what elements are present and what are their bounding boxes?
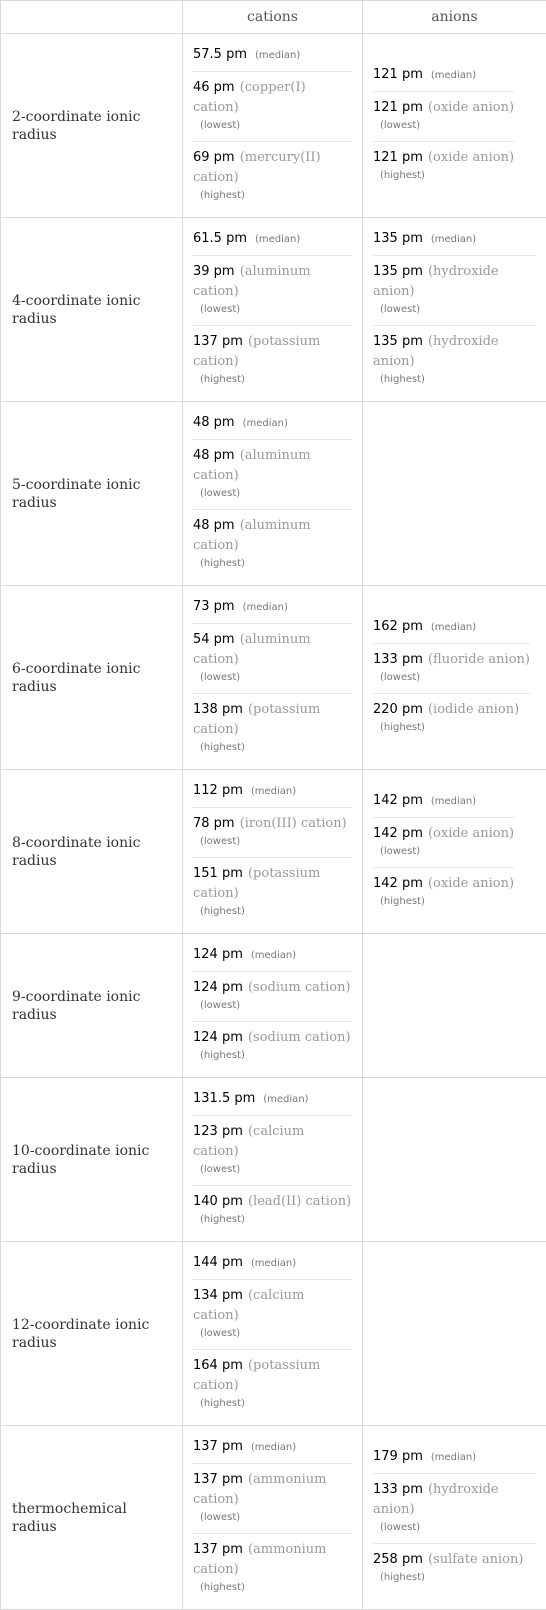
anions-highest-value: 135 pm	[373, 334, 423, 349]
cations-cell	[183, 1242, 363, 1426]
anions-cell	[363, 1078, 546, 1242]
cations-median-entry	[193, 939, 351, 971]
cations-stats	[193, 775, 352, 927]
cations-lowest-value: 39 pm	[193, 264, 235, 279]
anions-median-tag: (median)	[431, 1452, 476, 1463]
cations-lowest-tag: (lowest)	[200, 1161, 352, 1179]
anions-highest-value: 220 pm	[373, 702, 423, 717]
cations-highest-ion: (potassium cation)	[193, 702, 320, 737]
cations-median-entry	[193, 591, 352, 623]
cations-lowest-ion: (copper(I) cation)	[193, 80, 306, 115]
anions-header: anions	[363, 1, 546, 34]
cations-highest-value: 164 pm	[193, 1358, 243, 1373]
cations-highest-entry	[193, 141, 352, 211]
anions-median-tag: (median)	[431, 70, 476, 81]
cations-lowest-value: 78 pm	[193, 816, 235, 831]
cations-median-value: 144 pm	[193, 1255, 243, 1270]
anions-highest-entry	[373, 325, 536, 395]
anions-lowest-ion: (fluoride anion)	[428, 652, 530, 667]
cations-highest-entry	[193, 325, 352, 395]
table-row	[1, 934, 546, 1078]
anions-median-tag: (median)	[431, 234, 476, 245]
cations-header: cations	[183, 1, 363, 34]
cations-highest-value: 138 pm	[193, 702, 243, 717]
anions-lowest-ion: (hydroxide anion)	[373, 264, 499, 299]
anions-stats	[373, 785, 514, 917]
cations-stats	[193, 1431, 352, 1603]
cations-lowest-entry	[193, 1279, 352, 1349]
cations-median-tag: (median)	[263, 1094, 308, 1105]
anions-lowest-entry	[373, 817, 514, 867]
cations-highest-entry	[193, 1533, 352, 1603]
table-row	[1, 1242, 546, 1426]
table-row	[1, 402, 546, 586]
cations-highest-tag: (highest)	[200, 555, 352, 573]
anions-median-tag: (median)	[431, 796, 476, 807]
anions-cell	[363, 770, 546, 934]
cations-highest-value: 48 pm	[193, 518, 235, 533]
anions-highest-tag: (highest)	[380, 371, 536, 389]
anions-highest-value: 121 pm	[373, 150, 423, 165]
cations-median-tag: (median)	[255, 50, 300, 61]
row-label: 6-coordinate ionic radius	[1, 586, 183, 770]
anions-lowest-tag: (lowest)	[380, 117, 514, 135]
anions-cell	[363, 934, 546, 1078]
anions-median-value: 162 pm	[373, 619, 423, 634]
cations-stats	[193, 407, 352, 579]
cations-highest-tag: (highest)	[200, 1047, 351, 1065]
cations-highest-entry	[193, 1185, 352, 1235]
anions-highest-entry	[373, 141, 514, 191]
anions-median-value: 135 pm	[373, 231, 423, 246]
table-row	[1, 218, 546, 402]
anions-median-entry	[373, 611, 530, 643]
cations-median-value: 48 pm	[193, 415, 235, 430]
cations-highest-value: 140 pm	[193, 1194, 243, 1209]
anions-median-entry	[373, 59, 514, 91]
anions-lowest-entry	[373, 255, 536, 325]
cations-highest-value: 137 pm	[193, 1542, 243, 1557]
cations-median-value: 73 pm	[193, 599, 235, 614]
anions-median-entry	[373, 785, 514, 817]
cations-highest-entry	[193, 1021, 351, 1071]
cations-lowest-entry	[193, 255, 352, 325]
header-row	[1, 1, 546, 34]
cations-median-value: 131.5 pm	[193, 1091, 255, 1106]
anions-lowest-ion: (oxide anion)	[428, 100, 514, 115]
anions-lowest-ion: (hydroxide anion)	[373, 1482, 499, 1517]
anions-median-value: 179 pm	[373, 1449, 423, 1464]
anions-stats	[373, 1441, 536, 1593]
cations-cell	[183, 402, 363, 586]
cations-cell	[183, 934, 363, 1078]
anions-highest-value: 142 pm	[373, 876, 423, 891]
cations-highest-tag: (highest)	[200, 1579, 352, 1597]
cations-highest-entry	[193, 509, 352, 579]
cations-median-entry	[193, 1431, 352, 1463]
table-row	[1, 1426, 546, 1610]
cations-stats	[193, 39, 352, 211]
anions-cell	[363, 218, 546, 402]
anions-median-value: 121 pm	[373, 67, 423, 82]
cations-median-entry	[193, 1247, 352, 1279]
anions-median-value: 142 pm	[373, 793, 423, 808]
cations-median-tag: (median)	[251, 1258, 296, 1269]
cations-median-value: 124 pm	[193, 947, 243, 962]
anions-lowest-value: 142 pm	[373, 826, 423, 841]
anions-lowest-value: 133 pm	[373, 1482, 423, 1497]
anions-lowest-tag: (lowest)	[380, 669, 530, 687]
cations-median-tag: (median)	[243, 602, 288, 613]
cations-lowest-tag: (lowest)	[200, 117, 352, 135]
cations-median-tag: (median)	[251, 1442, 296, 1453]
anions-stats	[373, 223, 536, 395]
anions-highest-entry	[373, 1543, 536, 1593]
cations-lowest-tag: (lowest)	[200, 1509, 352, 1527]
cations-highest-entry	[193, 693, 352, 763]
cations-lowest-ion: (aluminum cation)	[193, 632, 311, 667]
anions-lowest-value: 121 pm	[373, 100, 423, 115]
cations-cell	[183, 34, 363, 218]
anions-lowest-tag: (lowest)	[380, 1519, 536, 1537]
anions-stats	[373, 59, 514, 191]
cations-median-entry	[193, 407, 352, 439]
cations-highest-value: 69 pm	[193, 150, 235, 165]
anions-highest-tag: (highest)	[380, 719, 530, 737]
anions-cell	[363, 1242, 546, 1426]
cations-highest-ion: (potassium cation)	[193, 866, 320, 901]
cations-cell	[183, 770, 363, 934]
table-row	[1, 34, 546, 218]
cations-lowest-entry	[193, 439, 352, 509]
row-label: 8-coordinate ionic radius	[1, 770, 183, 934]
cations-highest-ion: (mercury(II) cation)	[193, 150, 321, 185]
table-row	[1, 1078, 546, 1242]
cations-median-entry	[193, 39, 352, 71]
cations-lowest-ion: (iron(III) cation)	[240, 816, 347, 831]
cations-median-tag: (median)	[251, 786, 296, 797]
cations-lowest-tag: (lowest)	[200, 1325, 352, 1343]
anions-highest-ion: (iodide anion)	[428, 702, 519, 717]
anions-lowest-tag: (lowest)	[380, 843, 514, 861]
anions-cell	[363, 1426, 546, 1610]
cations-lowest-entry	[193, 807, 352, 857]
cations-highest-tag: (highest)	[200, 371, 352, 389]
anions-median-tag: (median)	[431, 622, 476, 633]
cations-cell	[183, 1078, 363, 1242]
cations-lowest-value: 134 pm	[193, 1288, 243, 1303]
anions-highest-ion: (hydroxide anion)	[373, 334, 499, 369]
cations-highest-tag: (highest)	[200, 1395, 352, 1413]
cations-highest-value: 151 pm	[193, 866, 243, 881]
cations-lowest-entry	[193, 1115, 352, 1185]
anions-lowest-entry	[373, 1473, 536, 1543]
row-label: thermochemical radius	[1, 1426, 183, 1610]
anions-lowest-ion: (oxide anion)	[428, 826, 514, 841]
cations-highest-ion: (ammonium cation)	[193, 1542, 327, 1577]
cations-median-tag: (median)	[255, 234, 300, 245]
table-body	[1, 34, 546, 1610]
anions-highest-ion: (oxide anion)	[428, 876, 514, 891]
anions-cell	[363, 34, 546, 218]
anions-highest-ion: (oxide anion)	[428, 150, 514, 165]
anions-lowest-tag: (lowest)	[380, 301, 536, 319]
cations-lowest-value: 54 pm	[193, 632, 235, 647]
anions-highest-tag: (highest)	[380, 1569, 536, 1587]
cations-lowest-value: 48 pm	[193, 448, 235, 463]
cations-highest-ion: (aluminum cation)	[193, 518, 311, 553]
anions-cell	[363, 586, 546, 770]
cations-lowest-entry	[193, 71, 352, 141]
cations-lowest-tag: (lowest)	[200, 301, 352, 319]
anions-lowest-value: 133 pm	[373, 652, 423, 667]
cations-median-entry	[193, 223, 352, 255]
cations-lowest-ion: (calcium cation)	[193, 1288, 304, 1323]
cations-cell	[183, 586, 363, 770]
cations-lowest-entry	[193, 1463, 352, 1533]
cations-stats	[193, 1083, 352, 1235]
cations-stats	[193, 591, 352, 763]
table-row	[1, 770, 546, 934]
cations-lowest-entry	[193, 971, 351, 1021]
cations-lowest-entry	[193, 623, 352, 693]
cations-highest-value: 124 pm	[193, 1030, 243, 1045]
anions-highest-ion: (sulfate anion)	[428, 1552, 523, 1567]
cations-cell	[183, 1426, 363, 1610]
anions-lowest-entry	[373, 643, 530, 693]
cations-lowest-ion: (calcium cation)	[193, 1124, 304, 1159]
corner-header	[1, 1, 183, 34]
row-label: 5-coordinate ionic radius	[1, 402, 183, 586]
anions-stats	[373, 611, 530, 743]
cations-highest-tag: (highest)	[200, 903, 352, 921]
anions-median-entry	[373, 1441, 536, 1473]
cations-lowest-ion: (sodium cation)	[248, 980, 351, 995]
cations-stats	[193, 223, 352, 395]
cations-stats	[193, 1247, 352, 1419]
cations-median-value: 61.5 pm	[193, 231, 247, 246]
anions-highest-tag: (highest)	[380, 167, 514, 185]
anions-highest-entry	[373, 867, 514, 917]
cations-lowest-value: 123 pm	[193, 1124, 243, 1139]
cations-median-value: 57.5 pm	[193, 47, 247, 62]
cations-median-entry	[193, 775, 352, 807]
cations-highest-tag: (highest)	[200, 1211, 352, 1229]
cations-median-tag: (median)	[251, 950, 296, 961]
cations-median-tag: (median)	[243, 418, 288, 429]
cations-cell	[183, 218, 363, 402]
anions-lowest-value: 135 pm	[373, 264, 423, 279]
table-row	[1, 586, 546, 770]
cations-lowest-ion: (ammonium cation)	[193, 1472, 327, 1507]
cations-lowest-tag: (lowest)	[200, 485, 352, 503]
cations-median-value: 137 pm	[193, 1439, 243, 1454]
cations-lowest-tag: (lowest)	[200, 833, 352, 851]
row-label: 12-coordinate ionic radius	[1, 1242, 183, 1426]
cations-lowest-value: 124 pm	[193, 980, 243, 995]
cations-highest-entry	[193, 857, 352, 927]
cations-highest-value: 137 pm	[193, 334, 243, 349]
cations-lowest-tag: (lowest)	[200, 997, 351, 1015]
row-label: 2-coordinate ionic radius	[1, 34, 183, 218]
cations-lowest-value: 137 pm	[193, 1472, 243, 1487]
cations-highest-entry	[193, 1349, 352, 1419]
cations-median-value: 112 pm	[193, 783, 243, 798]
cations-lowest-ion: (aluminum cation)	[193, 264, 311, 299]
cations-median-entry	[193, 1083, 352, 1115]
cations-highest-tag: (highest)	[200, 187, 352, 205]
cations-highest-ion: (sodium cation)	[248, 1030, 351, 1045]
cations-lowest-tag: (lowest)	[200, 669, 352, 687]
row-label: 4-coordinate ionic radius	[1, 218, 183, 402]
anions-highest-value: 258 pm	[373, 1552, 423, 1567]
anions-median-entry	[373, 223, 536, 255]
anions-highest-entry	[373, 693, 530, 743]
row-label: 10-coordinate ionic radius	[1, 1078, 183, 1242]
row-label: 9-coordinate ionic radius	[1, 934, 183, 1078]
cations-highest-ion: (potassium cation)	[193, 1358, 320, 1393]
anions-cell	[363, 402, 546, 586]
cations-highest-ion: (potassium cation)	[193, 334, 320, 369]
cations-stats	[193, 939, 351, 1071]
cations-lowest-ion: (aluminum cation)	[193, 448, 311, 483]
cations-highest-tag: (highest)	[200, 739, 352, 757]
cations-highest-ion: (lead(II) cation)	[248, 1194, 351, 1209]
anions-highest-tag: (highest)	[380, 893, 514, 911]
cations-lowest-value: 46 pm	[193, 80, 235, 95]
anions-lowest-entry	[373, 91, 514, 141]
